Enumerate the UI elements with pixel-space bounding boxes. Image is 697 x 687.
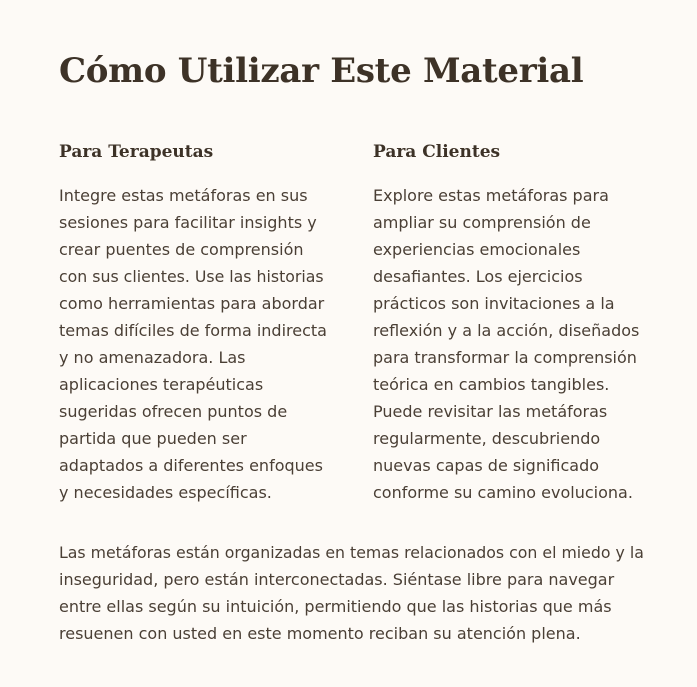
paragraph-line: ampliar su comprensión de [373,213,591,232]
paragraph-line: con sus clientes. Use las historias [59,267,324,286]
paragraph-line: Las metáforas están organizadas en temas relacionados con el miedo y la [59,543,644,562]
paragraph-line: teórica en cambios tangibles. [373,375,610,394]
paragraph-line: sugeridas ofrecen puntos de [59,402,288,421]
paragraph-line: desafiantes. Los ejercicios [373,267,583,286]
paragraph-line: regularmente, descubriendo [373,429,601,448]
paragraph-line: resuenen con usted en este momento reciban su atención plena. [59,624,581,643]
clients-section [373,139,641,506]
paragraph-line: partida que pueden ser [59,429,247,448]
therapists-heading: Para Terapeutas [59,142,214,162]
clients-paragraph [373,182,641,506]
paragraph-line: crear puentes de comprensión [59,240,304,259]
paragraph-line: inseguridad, pero están interconectadas. Siéntase libre para navegar [59,570,615,589]
therapists-section [59,139,327,506]
paragraph-line: entre ellas según su intuición, permitiendo que las historias que más [59,597,612,616]
paragraph-line: conforme su camino evoluciona. [373,483,633,502]
paragraph-line: como herramientas para abordar [59,294,325,313]
paragraph-line: experiencias emocionales [373,240,581,259]
paragraph-line: aplicaciones terapéuticas [59,375,264,394]
page-title: Cómo Utilizar Este Material [59,51,584,91]
paragraph-line: reflexión y a la acción, diseñados [373,321,640,340]
paragraph-line: y no amenazadora. Las [59,348,246,367]
paragraph-line: Integre estas metáforas en sus [59,186,308,205]
therapists-paragraph [59,182,327,506]
paragraph-line: Puede revisitar las metáforas [373,402,608,421]
paragraph-line: Explore estas metáforas para [373,186,609,205]
paragraph-line: sesiones para facilitar insights y [59,213,317,232]
paragraph-line: y necesidades específicas. [59,483,272,502]
paragraph-line: prácticos son invitaciones a la [373,294,615,313]
clients-heading: Para Clientes [373,142,501,162]
paragraph-line: nuevas capas de significado [373,456,600,475]
paragraph-line: adaptados a diferentes enfoques [59,456,323,475]
closing-paragraph [59,539,649,647]
paragraph-line: para transformar la comprensión [373,348,637,367]
paragraph-line: temas difíciles de forma indirecta [59,321,327,340]
